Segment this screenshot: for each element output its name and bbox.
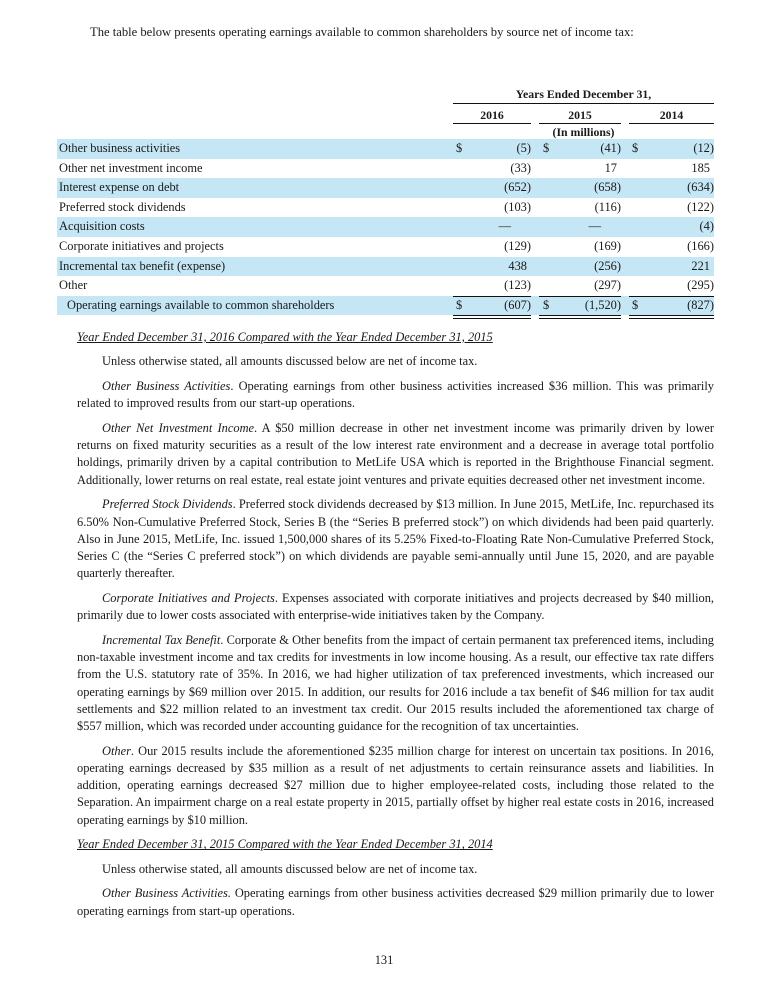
cell-value: (103)	[504, 199, 531, 214]
total-double-rule	[629, 315, 714, 319]
cell-2014	[629, 178, 714, 198]
cell-2014	[629, 198, 714, 218]
cell-value: (4)	[699, 219, 714, 234]
column-group-header: Years Ended December 31,	[453, 87, 714, 104]
table-row	[57, 139, 714, 159]
cell-2016	[453, 257, 531, 277]
cell-value: (116)	[594, 199, 621, 214]
table-row	[57, 198, 714, 218]
table-row	[57, 257, 714, 277]
discussion-text	[77, 329, 714, 927]
cell-value: (658)	[594, 180, 621, 195]
cell-value: (1,520)	[584, 297, 621, 312]
page-number: 131	[374, 953, 394, 967]
row-label: Interest expense on debt	[59, 180, 180, 195]
paragraph-text: Unless otherwise stated, all amounts discussed below are net of income tax.	[102, 354, 478, 369]
cell-value: (634)	[687, 180, 714, 195]
cell-2015	[539, 159, 621, 179]
cell-2015	[539, 257, 621, 277]
cell-2015	[539, 237, 621, 257]
cell-value: (297)	[594, 278, 621, 293]
row-label: Incremental tax benefit (expense)	[59, 258, 226, 273]
table-row	[57, 178, 714, 198]
table-row	[57, 159, 714, 179]
cell-2016	[453, 178, 531, 198]
cell-value: (33)	[510, 160, 531, 175]
cell-value: 17	[604, 160, 617, 175]
cell-2015	[539, 276, 621, 296]
section-heading: Year Ended December 31, 2015 Compared with the Year Ended December 31, 2014	[77, 837, 493, 852]
paragraph-text: . Corporate & Other benefits from the impact of certain permanent tax preferenced items, including non-taxable investment income and tax credits for investments in low income housing. As a result, our effective tax rate differs from the U.S. statutory rate of 35%. In 2016, we had higher utilization of tax preferenced investments, which increased our operating earnings by $69 million over 2015. In addition, our results for 2016 include a tax benefit of $46 million for tax audit settlements and $22 million related to an investment tax credit. Our 2015 results included the aforementioned tax charge of $557 million, which was recorded under accounting guidance for the recognition of tax uncertainties.	[77, 633, 715, 734]
cell-value: 185	[691, 160, 710, 175]
cell-2014	[629, 139, 714, 159]
paragraph-text: . Our 2015 results include the aforementioned $235 million charge for interest on uncertain tax positions. In 2016, operating earnings decreased by $35 million as a result of net adjustments to certain reinsurance assets and liabilities. In addition, operating earnings decreased $27 million due to higher employee-related costs, including those related to the Separation. An impairment charge on a real estate property in 2015, partially offset by higher real estate costs in 2016, increased operating earnings by $10 million.	[77, 743, 714, 827]
currency-symbol: $	[543, 297, 550, 312]
paragraph	[77, 590, 714, 624]
cell-2016	[453, 237, 531, 257]
cell-2014	[629, 159, 714, 179]
row-label: Other	[59, 278, 88, 293]
paragraph-lead: Preferred Stock Dividends	[102, 497, 233, 512]
currency-symbol: $	[632, 297, 639, 312]
cell-value: (169)	[594, 238, 621, 253]
row-label: Preferred stock dividends	[59, 199, 186, 214]
cell-2016	[453, 159, 531, 179]
cell-2014	[629, 276, 714, 296]
cell-2014	[629, 217, 714, 237]
paragraph	[77, 496, 714, 582]
row-label: Acquisition costs	[59, 219, 145, 234]
paragraph	[77, 378, 714, 412]
cell-value: (607)	[504, 297, 531, 312]
cell-value: —	[588, 219, 601, 234]
cell-value: (123)	[504, 278, 531, 293]
table-row	[57, 237, 714, 257]
cell-value: (827)	[687, 297, 714, 312]
paragraph-lead: Other Business Activities.	[102, 886, 231, 901]
cell-value: (129)	[504, 238, 531, 253]
paragraph	[77, 420, 714, 489]
paragraph	[77, 885, 714, 919]
paragraph	[77, 353, 714, 370]
row-label: Other net investment income	[59, 160, 203, 175]
total-double-rule	[539, 315, 621, 319]
cell-2015	[539, 139, 621, 159]
paragraph	[77, 743, 714, 829]
paragraph-lead: Incremental Tax Benefit	[102, 633, 221, 648]
currency-symbol: $	[632, 141, 639, 155]
cell-2015	[539, 198, 621, 218]
cell-value: (5)	[516, 141, 531, 155]
cell-2016	[453, 217, 531, 237]
column-header-2016: 2016	[453, 108, 531, 124]
cell-2014	[629, 296, 714, 316]
cell-value: 221	[691, 258, 710, 273]
units-label: (In millions)	[552, 125, 615, 139]
table-row	[57, 276, 714, 296]
paragraph-lead: Other Business Activities	[102, 379, 231, 393]
currency-symbol: $	[456, 141, 463, 155]
cell-value: (122)	[687, 199, 714, 214]
table-body	[57, 139, 714, 315]
cell-2016	[453, 276, 531, 296]
paragraph-text: . Operating earnings from other business activities increased $36 million. This was primarily related to improved results from our start-up operations.	[77, 379, 714, 411]
row-label: Other business activities	[59, 141, 181, 155]
cell-value: 438	[508, 258, 527, 273]
cell-value: (652)	[504, 180, 531, 195]
paragraph-text: . Preferred stock dividends decreased by $13 million. In June 2015, MetLife, Inc. repurchased its 6.50% Non-Cumulative Preferred Stock, Series B (the “Series B preferred stock”) on which dividends had been paid quarterly. Also in June 2015, MetLife, Inc. issued 1,500,000 shares of its 5.25% Fixed-to-Floating Rate Non-Cumulative Preferred Stock, Series C (the “Series C preferred stock”) on which dividends are payable semi-annually until June 15, 2020, and are payable quarterly thereafter.	[77, 497, 714, 581]
cell-value: (295)	[687, 278, 714, 293]
paragraph-text: . Expenses associated with corporate initiatives and projects decreased by $40 million, primarily due to lower costs associated with enterprise-wide initiatives taken by the Company.	[77, 591, 714, 623]
cell-value: (12)	[693, 141, 714, 155]
paragraph-lead: Corporate Initiatives and Projects	[102, 591, 275, 606]
subtotal-rule	[453, 296, 531, 297]
cell-value: (256)	[594, 258, 621, 273]
cell-value: (166)	[687, 238, 714, 253]
cell-2015	[539, 296, 621, 316]
paragraph	[77, 632, 714, 735]
cell-2016	[453, 139, 531, 159]
paragraph	[77, 861, 714, 878]
subtotal-rule	[539, 296, 621, 297]
subtotal-rule	[629, 296, 714, 297]
column-header-2015: 2015	[539, 108, 621, 124]
cell-2016	[453, 198, 531, 218]
currency-symbol: $	[543, 141, 550, 155]
paragraph-text: Unless otherwise stated, all amounts discussed below are net of income tax.	[102, 861, 478, 876]
currency-symbol: $	[456, 297, 463, 312]
paragraph-lead: Other	[102, 743, 131, 758]
row-label: Corporate initiatives and projects	[59, 238, 224, 253]
cell-2015	[539, 217, 621, 237]
table-total-row	[57, 296, 714, 316]
intro-text: The table below presents operating earnings available to common shareholders by source net of income tax:	[90, 25, 634, 39]
cell-2016	[453, 296, 531, 316]
column-header-2014: 2014	[629, 108, 714, 124]
table-row	[57, 217, 714, 237]
paragraph-text: . A $50 million decrease in other net investment income was primarily driven by lower returns on fixed maturity securities as a result of the low interest rate environment and a decrease in average total portfolio holdings, primarily driven by a capital contribution to MetLife USA which is reported in the Brighthouse Financial segment. Additionally, lower returns on real estate, real estate joint ventures and private equities decreased other net investment income.	[77, 421, 714, 487]
paragraph-lead: Other Net Investment Income	[102, 421, 255, 435]
section-heading: Year Ended December 31, 2016 Compared with the Year Ended December 31, 2015	[77, 330, 493, 344]
cell-value: (41)	[600, 141, 621, 155]
cell-2014	[629, 257, 714, 277]
cell-2015	[539, 178, 621, 198]
total-double-rule	[453, 315, 531, 319]
paragraph-text: Operating earnings from other business activities decreased $29 million primarily due to lower operating earnings from start-up operations.	[77, 886, 714, 918]
cell-value: —	[498, 219, 511, 234]
row-label: Operating earnings available to common shareholders	[67, 297, 335, 312]
cell-2014	[629, 237, 714, 257]
